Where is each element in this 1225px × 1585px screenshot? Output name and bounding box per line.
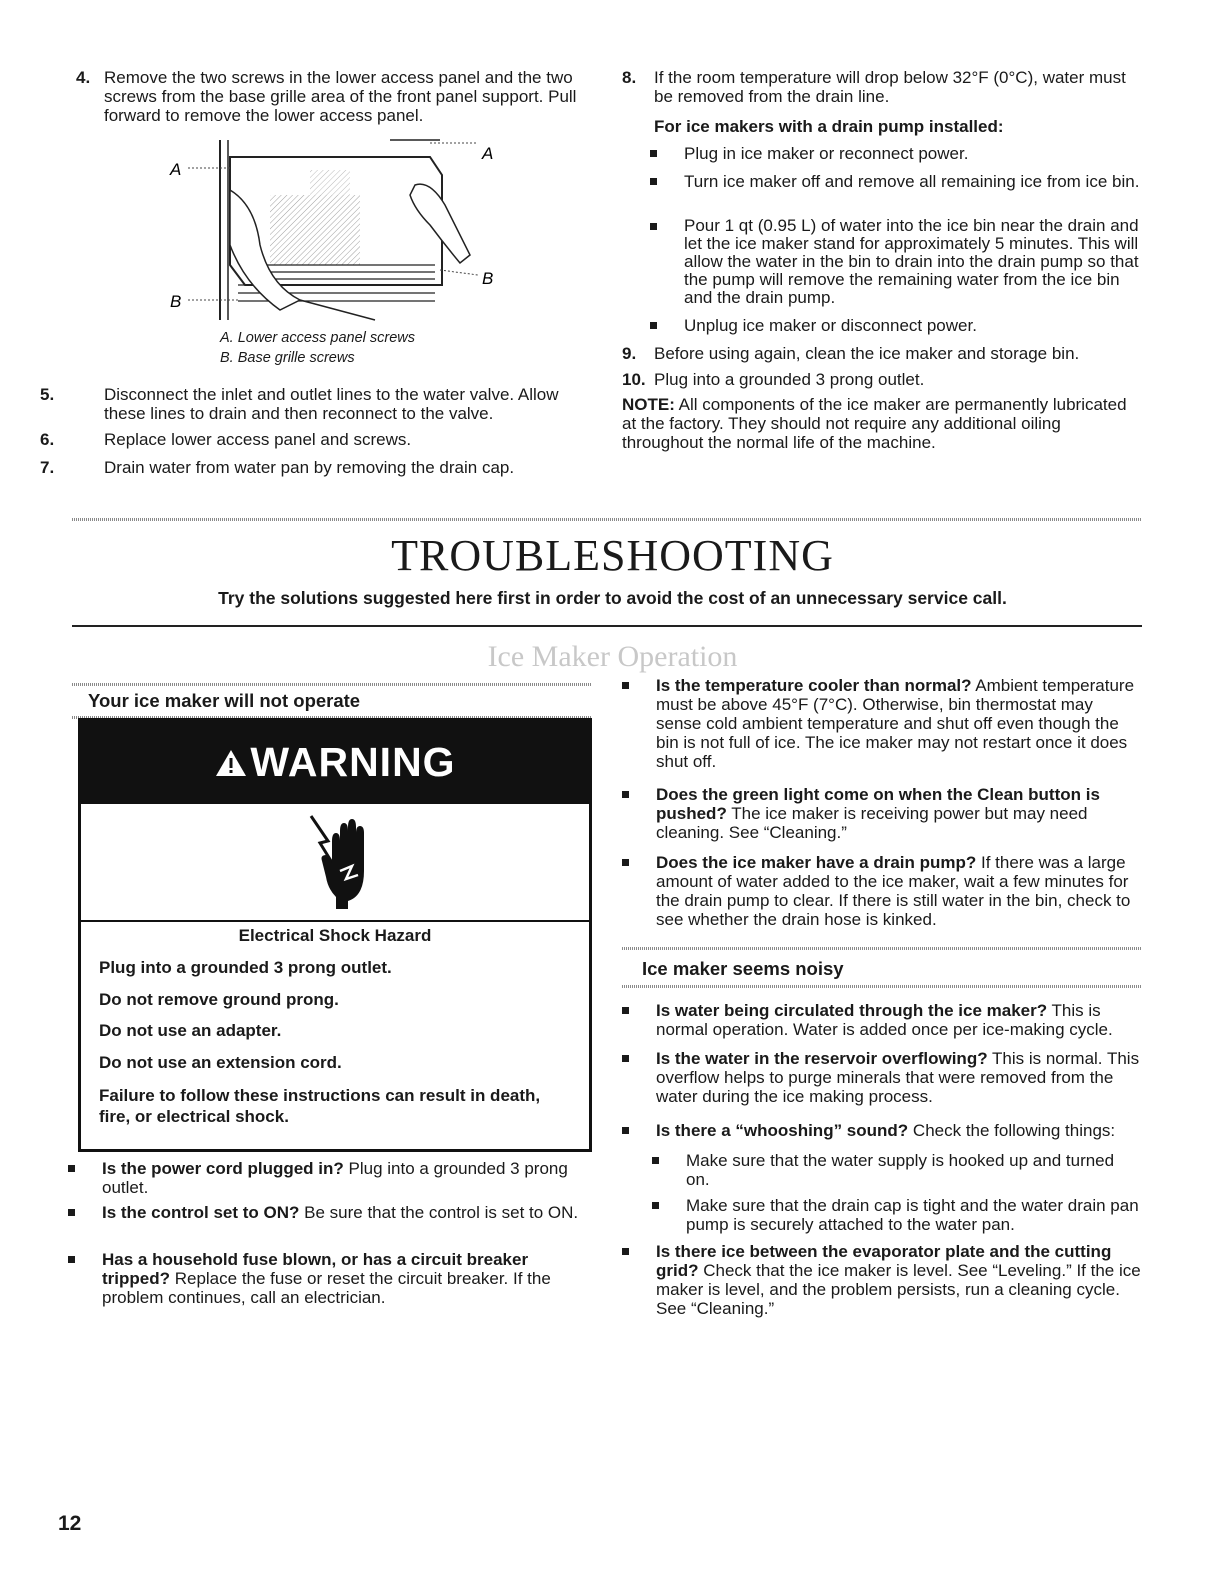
bullet-text: Make sure that the water supply is hooked up and turned on. xyxy=(686,1151,1115,1189)
figure-label-b: B xyxy=(482,269,494,288)
bullet-icon xyxy=(622,1127,629,1134)
warning-hazard: Electrical Shock Hazard xyxy=(238,926,432,945)
step-text: Before using again, clean the ice maker and storage bin. xyxy=(654,344,1080,363)
bullet-text: Plug in ice maker or reconnect power. xyxy=(684,144,969,163)
step-text: Replace lower access panel and screws. xyxy=(104,430,412,449)
bullet-icon xyxy=(622,1055,629,1062)
drain-pump-bullet xyxy=(650,144,1140,163)
troubleshoot-item xyxy=(622,1242,1142,1318)
step-number: 5. xyxy=(40,385,55,404)
warning-rule xyxy=(81,920,589,922)
bullet-text: Turn ice maker off and remove all remaining ice from ice bin. xyxy=(684,172,1140,191)
bullet-icon xyxy=(68,1209,75,1216)
step-5 xyxy=(40,385,598,423)
drain-pump-bullet xyxy=(650,172,1140,191)
bullet-icon xyxy=(68,1165,75,1172)
troubleshoot-item xyxy=(622,853,1142,929)
bullet-icon xyxy=(622,682,629,689)
page-subtitle: Try the solutions suggested here first in order to avoid the cost of an unnecessary service call. xyxy=(218,588,1007,608)
item-answer: Plug into a grounded 3 prong outlet. xyxy=(102,1159,568,1197)
item-question: Does the ice maker have a drain pump? xyxy=(656,853,977,872)
step-text: If the room temperature will drop below 32°F (0°C), water must be removed from the drain line. xyxy=(654,68,1126,106)
step-number: 4. xyxy=(76,68,91,87)
divider-hatched xyxy=(72,683,592,686)
step-text: Remove the two screws in the lower access panel and the two screws from the base grille area of the front panel support. Pull forward to remove the lower access panel. xyxy=(104,68,577,125)
step-number: 10. xyxy=(622,370,646,389)
item-question: Has a household fuse blown, or has a circuit breaker tripped? xyxy=(102,1250,529,1288)
divider-hatched xyxy=(622,985,1142,988)
bullet-icon xyxy=(650,223,657,230)
item-question: Is there ice between the evaporator plate and the cutting grid? xyxy=(656,1242,1112,1280)
bullet-icon xyxy=(622,859,629,866)
troubleshoot-item xyxy=(622,676,1142,771)
warning-line: Do not use an adapter. xyxy=(99,1021,282,1040)
bullet-text: Make sure that the drain cap is tight and the water drain pan pump is securely attached to the water pan. xyxy=(686,1196,1139,1234)
warning-box xyxy=(78,718,592,1152)
item-question: Is the water in the reservoir overflowing? xyxy=(656,1049,988,1068)
figure-label-a: A xyxy=(170,160,182,179)
warning-triangle-icon xyxy=(214,748,248,778)
caption-b: B. Base grille screws xyxy=(220,350,355,366)
item-answer: Ambient temperature must be above 45°F (7°C). Otherwise, bin thermostat may sense cold ambient temperature and shut off even though the bin is not full of ice. The ice maker may not restart once it does shut off. xyxy=(656,676,1135,771)
access-panel-figure xyxy=(160,135,520,325)
troubleshoot-item xyxy=(622,1121,1142,1140)
warning-line: Do not remove ground prong. xyxy=(99,990,339,1009)
figure-caption xyxy=(220,328,415,368)
step-text: Plug into a grounded 3 prong outlet. xyxy=(654,370,925,389)
warning-line: Plug into a grounded 3 prong outlet. xyxy=(99,958,392,977)
bullet-text: Pour 1 qt (0.95 L) of water into the ice bin near the drain and let the ice maker stand for approximately 5 minutes. This will allow the water in the bin to drain into the drain pump so that the pump will remove the remaining water from the ice bin and the drain pump. xyxy=(684,216,1139,307)
step-7 xyxy=(40,458,598,477)
item-answer: Replace the fuse or reset the circuit breaker. If the problem continues, call an electrician. xyxy=(102,1269,551,1307)
step-number: 7. xyxy=(40,458,55,477)
page-title: TROUBLESHOOTING xyxy=(391,531,834,580)
item-answer: This is normal. This overflow helps to purge minerals that were removed from the water during the ice making process. xyxy=(656,1049,1140,1106)
item-question: Is the power cord plugged in? xyxy=(102,1159,344,1178)
bullet-icon xyxy=(622,1248,629,1255)
subsection-heading: Ice maker seems noisy xyxy=(642,958,844,979)
step-9 xyxy=(622,344,1142,363)
warning-word: WARNING xyxy=(250,739,456,785)
bullet-icon xyxy=(652,1157,659,1164)
item-answer: The ice maker is receiving power but may need cleaning. See “Cleaning.” xyxy=(656,804,1088,842)
item-question: Is the temperature cooler than normal? xyxy=(656,676,972,695)
bullet-text: Unplug ice maker or disconnect power. xyxy=(684,316,977,335)
divider-rule xyxy=(72,625,1142,627)
divider-hatched xyxy=(622,947,1142,950)
drain-pump-heading: For ice makers with a drain pump installed: xyxy=(654,117,1004,136)
access-panel-illustration xyxy=(160,135,520,325)
item-answer: If there was a large amount of water added to the ice maker, wait a few minutes for the drain pump to clear. If there is still water in the bin, check to see whether the drain hose is kinked. xyxy=(656,853,1131,929)
warning-line: Failure to follow these instructions can result in death, fire, or electrical shock. xyxy=(99,1086,541,1126)
note-paragraph xyxy=(622,395,1142,452)
note-label: NOTE: xyxy=(622,395,675,414)
troubleshoot-item xyxy=(622,1001,1142,1039)
sub-bullet xyxy=(652,1196,1142,1234)
note-text: All components of the ice maker are permanently lubricated at the factory. They should not require any additional oiling throughout the normal life of the machine. xyxy=(622,395,1127,452)
step-6 xyxy=(40,430,598,449)
drain-pump-bullet xyxy=(650,316,1140,335)
page-number: 12 xyxy=(58,1512,82,1535)
item-answer: Check the following things: xyxy=(908,1121,1116,1140)
item-question: Is there a “whooshing” sound? xyxy=(656,1121,909,1140)
warning-bar xyxy=(81,721,589,804)
item-question: Is water being circulated through the ice maker? xyxy=(656,1001,1048,1020)
step-10 xyxy=(622,370,1142,389)
step-number: 6. xyxy=(40,430,55,449)
warning-signal xyxy=(81,739,589,786)
bullet-icon xyxy=(622,1007,629,1014)
item-question: Is the control set to ON? xyxy=(102,1203,300,1222)
troubleshoot-item xyxy=(68,1250,593,1307)
step-8 xyxy=(622,68,1142,106)
bullet-icon xyxy=(622,791,629,798)
troubleshoot-item xyxy=(68,1203,593,1222)
step-text: Disconnect the inlet and outlet lines to the water valve. Allow these lines to drain and then reconnect to the valve. xyxy=(104,385,559,423)
section-heading: Ice Maker Operation xyxy=(487,640,738,673)
bullet-icon xyxy=(650,150,657,157)
troubleshoot-item xyxy=(622,785,1142,842)
divider-hatched xyxy=(72,518,1142,521)
caption-a: A. Lower access panel screws xyxy=(220,330,416,346)
item-answer: Be sure that the control is set to ON. xyxy=(299,1203,579,1222)
item-answer: Check that the ice maker is level. See “Leveling.” If the ice maker is level, and the problem persists, run a cleaning cycle. See “Cleaning.” xyxy=(656,1261,1141,1318)
subsection-heading: Your ice maker will not operate xyxy=(88,690,361,711)
item-question: Does the green light come on when the Clean button is pushed? xyxy=(656,785,1100,823)
step-number: 8. xyxy=(622,68,637,87)
bullet-icon xyxy=(650,178,657,185)
drain-pump-bullet xyxy=(650,217,1140,307)
step-text: Drain water from water pan by removing the drain cap. xyxy=(104,458,515,477)
bullet-icon xyxy=(652,1202,659,1209)
figure-label-a: A xyxy=(482,144,494,163)
sub-bullet xyxy=(652,1151,1142,1189)
bullet-icon xyxy=(68,1256,75,1263)
figure-label-b: B xyxy=(170,292,182,311)
electric-shock-hand-icon xyxy=(306,811,376,911)
step-4 xyxy=(58,68,598,125)
item-answer: This is normal operation. Water is added once per ice-making cycle. xyxy=(656,1001,1113,1039)
warning-line: Do not use an extension cord. xyxy=(99,1053,342,1072)
troubleshoot-item xyxy=(622,1049,1142,1106)
step-number: 9. xyxy=(622,344,637,363)
bullet-icon xyxy=(650,322,657,329)
troubleshoot-item xyxy=(68,1159,593,1197)
